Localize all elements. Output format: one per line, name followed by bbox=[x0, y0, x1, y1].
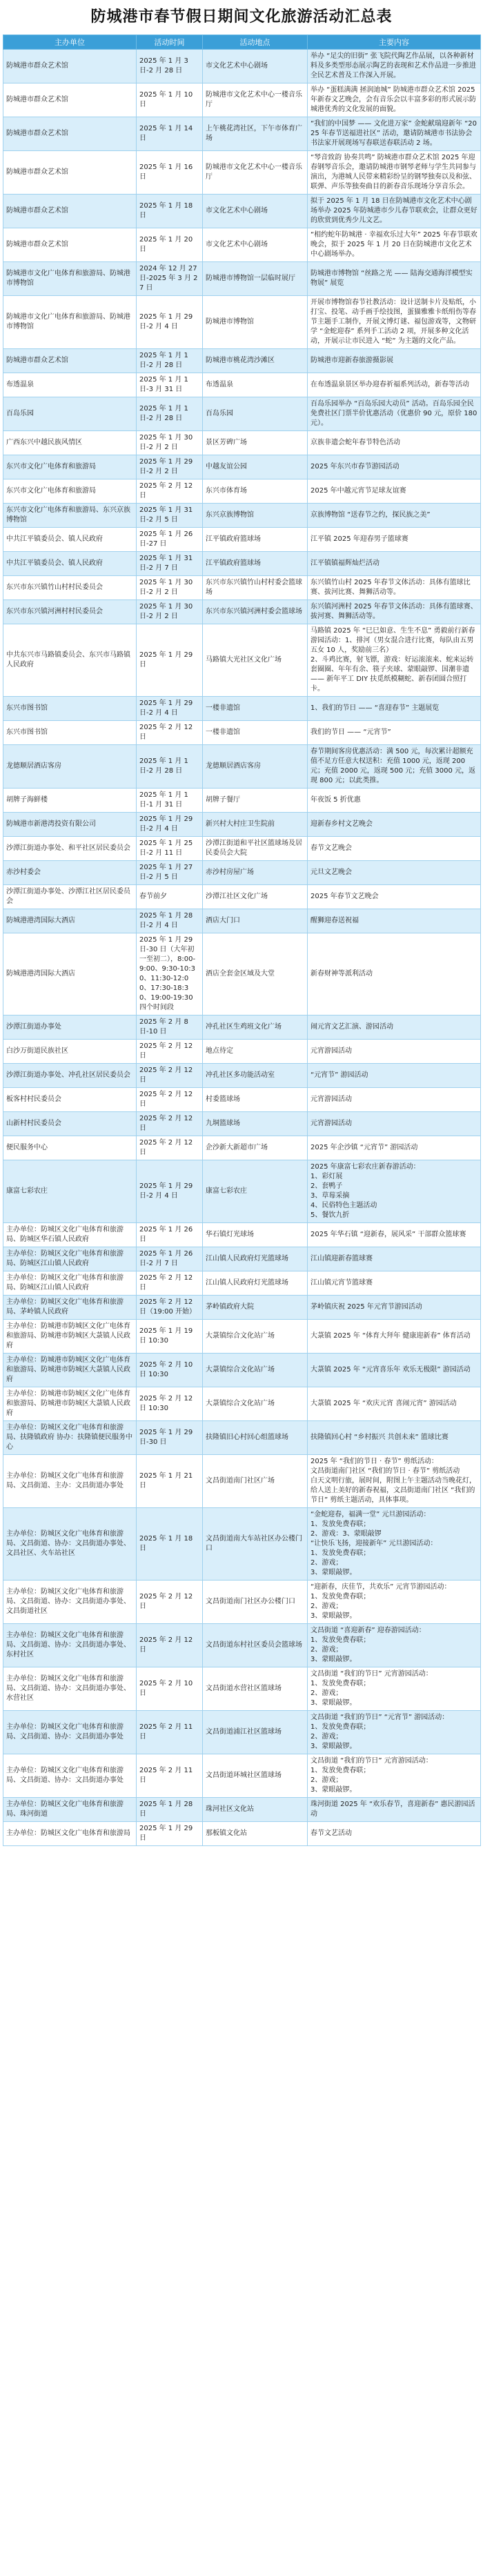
cell-organizer: 主办单位：防城区文化广电体育和旅游局、文昌街道、主办：文昌街道办事处 bbox=[3, 1455, 137, 1508]
table-row bbox=[3, 552, 481, 576]
table-row bbox=[3, 528, 481, 552]
cell-time: 2025 年 2 月 12 日 bbox=[137, 479, 203, 504]
table-row bbox=[3, 1088, 481, 1112]
cell-organizer: 中共江平镇委员会、镇人民政府 bbox=[3, 528, 137, 552]
cell-details: 1、我们的节日 —— “喜迎春节” 主题展览 bbox=[308, 697, 481, 721]
table-row bbox=[3, 83, 481, 117]
table-row bbox=[3, 933, 481, 1015]
cell-details: 东兴镇竹山村 2025 年春节文体活动：具体有篮球比赛、拔河比赛、舞狮活动等。 bbox=[308, 576, 481, 600]
cell-details: 2025 年企沙镇 “元宵节” 游园活动 bbox=[308, 1136, 481, 1160]
cell-place: 东兴市东兴镇河洲村委会篮球场 bbox=[203, 600, 308, 624]
table-row bbox=[3, 1136, 481, 1160]
cell-details: 茅岭镇庆祝 2025 年元宵节游园活动 bbox=[308, 1296, 481, 1320]
cell-place: 文昌街道环城社区篮球场 bbox=[203, 1754, 308, 1798]
cell-time: 2025 年 2 月 11 日 bbox=[137, 1711, 203, 1754]
table-row bbox=[3, 1508, 481, 1581]
cell-details: 防城港市迎新春旅游摄影展 bbox=[308, 349, 481, 373]
table-row bbox=[3, 909, 481, 933]
cell-details: “我们的中国梦 —— 文化进万家” 金蛇献瑞迎新年 “2025 年春节送福进社区” 活动，邀请防城港市书法协会书法家开展现场写春联送春联活动 2 场。 bbox=[308, 117, 481, 151]
cell-place: 市文化艺术中心剧场 bbox=[203, 50, 308, 83]
cell-place: 大菉镇综合文化站广场 bbox=[203, 1354, 308, 1387]
cell-place: 文昌街道水营社区篮球场 bbox=[203, 1667, 308, 1711]
table-row bbox=[3, 1798, 481, 1822]
table-row bbox=[3, 600, 481, 624]
cell-details: 举办 “蛋糕满满 拯润迪城” 防城港市群众艺术馆 2025 年新春文艺晚会，会有音乐会以丰富多彩的形式展示防城港优秀的文化发展的面貌。 bbox=[308, 83, 481, 117]
cell-place: 江山镇人民政府灯光篮球场 bbox=[203, 1271, 308, 1296]
cell-details: 开展市博物馆春节社教活动：设计送制卡片及贴纸，小打宝、投笔、动手画手绘技图，蛋猫雅雅卡纸绢伤等春节主题手工制作，开展文博灯谜、福包游戏等，文物研学 “金蛇迎春” 系列手工活动 2 项，开展多种文化活动，开展示让市民进入 “蛇” 为主题的文化产品。 bbox=[308, 296, 481, 349]
cell-time: 2025 年 1 月 1 日-2 月 28 日 bbox=[137, 349, 203, 373]
cell-place: 东兴市体育场 bbox=[203, 479, 308, 504]
table-row bbox=[3, 431, 481, 455]
cell-place: 文昌街道南大车站社区办公楼门口 bbox=[203, 1508, 308, 1581]
cell-place: 防城港市博物馆一层临时展厅 bbox=[203, 262, 308, 296]
table-row bbox=[3, 789, 481, 813]
cell-organizer: 主办单位：防城区文化广电体育和旅游局、文昌街道、协办：文昌街道办事处 bbox=[3, 1754, 137, 1798]
cell-organizer: 白沙万街道民族社区 bbox=[3, 1040, 137, 1064]
cell-organizer: 主办单位：防城区文化广电体育和旅游局、文昌街道、协办：文昌街道办事处 bbox=[3, 1711, 137, 1754]
table-row bbox=[3, 1064, 481, 1088]
header-time: 活动时间 bbox=[137, 35, 203, 50]
cell-organizer: 东兴市文化广电体育和旅游局 bbox=[3, 479, 137, 504]
cell-organizer: 防城港市群众艺术馆 bbox=[3, 50, 137, 83]
table-row bbox=[3, 1667, 481, 1711]
cell-place: 扶隆镇旧心村回心组篮球场 bbox=[203, 1421, 308, 1455]
cell-time: 2025 年 2 月 12 日 bbox=[137, 1040, 203, 1064]
cell-place: 冲孔社区生鸡班文化广场 bbox=[203, 1015, 308, 1040]
cell-time: 春节前夕 bbox=[137, 885, 203, 909]
cell-details: 举办 “足尖的旧街” 张飞院代陶艺作品展，以各种新材料及多类型形态展示陶艺的表现和艺术作品进一步推进全民艺术普及工作深入开展。 bbox=[308, 50, 481, 83]
cell-details: 扶隆镇回心村 “乡村振兴 共创未来” 篮球比赛 bbox=[308, 1421, 481, 1455]
cell-time: 2025 年 1 月 19 日 10:30 bbox=[137, 1320, 203, 1354]
cell-place: 康富七彩农庄 bbox=[203, 1160, 308, 1223]
cell-details: 文昌街道 “我们的节日” “元宵节” 游园活动： 1、发放免费春联； 2、游戏； 3、蒙眼敲锣。 bbox=[308, 1711, 481, 1754]
cell-time: 2025 年 1 月 30 日-2 月 2 日 bbox=[137, 600, 203, 624]
cell-details: 元宵游园活动 bbox=[308, 1088, 481, 1112]
cell-time: 2025 年 1 月 29 日-2 月 4 日 bbox=[137, 813, 203, 837]
cell-details: 2025 年春节文艺晚会 bbox=[308, 885, 481, 909]
cell-place: 大菉镇综合文化站广场 bbox=[203, 1320, 308, 1354]
cell-organizer: 胡牌子海鲜楼 bbox=[3, 789, 137, 813]
cell-details: 马路镇 2025 年 “巳巳如意、生生不息” 勇毅前行新春游园活动：1、排河（男女混合进行比赛，每队由五男五女 10 人，奖励前三名） 2、斗鸡比赛，射飞镖，游戏：好运滚滚来、蛇来运转 套圈圈、年年有余、筷子夹球、蒙眼敲锣、国潮非遗 —— 新年平工 DIY 扶觅纸模糊蛇、新春团圆合照打卡。 bbox=[308, 624, 481, 697]
cell-time: 2025 年 1 月 27 日-2 月 5 日 bbox=[137, 861, 203, 885]
cell-time: 2025 年 1 月 29 日-2 月 4 日 bbox=[137, 296, 203, 349]
table-row bbox=[3, 1160, 481, 1223]
cell-place: 赤沙村房屋广场 bbox=[203, 861, 308, 885]
table-row bbox=[3, 195, 481, 228]
cell-time: 2025 年 1 月 29 日-30 日 bbox=[137, 1421, 203, 1455]
cell-details: “元宵节” 游园活动 bbox=[308, 1064, 481, 1088]
cell-time: 2025 年 1 月 29 日 bbox=[137, 624, 203, 697]
cell-details: 迎新春乡村文艺晚会 bbox=[308, 813, 481, 837]
cell-organizer: 东兴市图书馆 bbox=[3, 697, 137, 721]
table-header bbox=[3, 35, 481, 50]
table-row bbox=[3, 117, 481, 151]
cell-organizer: 赤沙村委会 bbox=[3, 861, 137, 885]
cell-time: 2025 年 2 月 12 日 bbox=[137, 721, 203, 745]
cell-place: 东兴京族博物馆 bbox=[203, 504, 308, 528]
cell-details: 东兴镇河洲村 2025 年春节文体活动：具体有篮球赛、拔河赛、舞狮活动等。 bbox=[308, 600, 481, 624]
cell-details: 珠河街道 2025 年 “欢乐春节，喜迎新春” 惠民游园活动 bbox=[308, 1798, 481, 1822]
table-row bbox=[3, 1455, 481, 1508]
cell-organizer: 中共东兴市马路镇委员会、东兴市马路镇人民政府 bbox=[3, 624, 137, 697]
cell-place: 企沙新大新超市广场 bbox=[203, 1136, 308, 1160]
cell-organizer: 主办单位：防城区文化广电体育和旅游局、珠河街道 bbox=[3, 1798, 137, 1822]
cell-organizer: 东兴市图书馆 bbox=[3, 721, 137, 745]
cell-details: “琴音致韵 协奏共鸣” 防城港市群众艺术馆 2025 年迎春钢琴音乐会，邀请防城港市钢琴老师与学生共同参与演出，为港城人民带来精彩纷呈的钢琴独奏以及和弦、联弹、声乐等独奏曲目的新春音乐现场分享音乐会。 bbox=[308, 151, 481, 195]
cell-organizer: 防城港市群众艺术馆 bbox=[3, 117, 137, 151]
cell-place: 沙潭江街道和平社区篮球场及居民委员会大院 bbox=[203, 837, 308, 861]
cell-organizer: 龙德顺居酒店客房 bbox=[3, 745, 137, 789]
table-row bbox=[3, 1296, 481, 1320]
table-row bbox=[3, 1354, 481, 1387]
cell-place: 珠河社区文化站 bbox=[203, 1798, 308, 1822]
cell-time: 2025 年 1 月 29 日 bbox=[137, 1822, 203, 1846]
cell-details: 年夜饭 5 折优惠 bbox=[308, 789, 481, 813]
cell-details: 京族博物馆 “送春节之约，探民族之美” bbox=[308, 504, 481, 528]
cell-place: 一楼非遗馆 bbox=[203, 721, 308, 745]
cell-time: 2025 年 1 月 29 日-2 月 4 日 bbox=[137, 697, 203, 721]
cell-time: 2025 年 1 月 1 日-3 月 31 日 bbox=[137, 373, 203, 397]
cell-details: 2025 年康富七彩农庄新春游活动： 1、彩灯展 2、套鸭子 3、草莓采摘 4、民俗特色主题活动 5、餐饮九折 bbox=[308, 1160, 481, 1223]
cell-place: 那板镇文化站 bbox=[203, 1822, 308, 1846]
activity-table bbox=[3, 34, 481, 1846]
cell-time: 2025 年 1 月 31 日-2 月 7 日 bbox=[137, 552, 203, 576]
cell-time: 2025 年 1 月 18 日 bbox=[137, 1508, 203, 1581]
table-row bbox=[3, 504, 481, 528]
cell-place: 华石镇灯光球场 bbox=[203, 1223, 308, 1247]
cell-organizer: 防城港港湾国际大酒店 bbox=[3, 933, 137, 1015]
cell-time: 2025 年 1 月 10 日 bbox=[137, 83, 203, 117]
cell-place: 胡牌子餐厅 bbox=[203, 789, 308, 813]
cell-organizer: 沙潭江街道办事处、冲孔社区居民委员会 bbox=[3, 1064, 137, 1088]
table-row bbox=[3, 397, 481, 431]
cell-place: 九垌篮球场 bbox=[203, 1112, 308, 1136]
cell-place: 村委篮球场 bbox=[203, 1088, 308, 1112]
cell-place: 防城港市文化艺术中心一楼音乐厅 bbox=[203, 151, 308, 195]
table-row bbox=[3, 1624, 481, 1667]
cell-organizer: 主办单位：防城区文化广电体育和旅游局、防城区江山镇人民政府 bbox=[3, 1247, 137, 1271]
cell-details: 大菉镇 2025 年 “欢庆元宵 喜闹元宵” 游园活动 bbox=[308, 1387, 481, 1421]
cell-details: 大菉镇 2025 年 “元宵喜乐年 欢乐无极限” 游园活动 bbox=[308, 1354, 481, 1387]
table-row bbox=[3, 373, 481, 397]
cell-organizer: 东兴市文化广电体育和旅游局 bbox=[3, 455, 137, 479]
cell-time: 2025 年 1 月 29 日-30 日（大年初一至初二），8:00-9:00、9:30-10:30、11:30-12:00、17:30-18:30、19:00-19:30 四个时间段 bbox=[137, 933, 203, 1015]
cell-organizer: 板客村村民委员会 bbox=[3, 1088, 137, 1112]
cell-time: 2025 年 1 月 28 日-2 月 4 日 bbox=[137, 909, 203, 933]
cell-organizer: 沙潭江街道办事处、沙潭江社区居民委员会 bbox=[3, 885, 137, 909]
cell-time: 2025 年 2 月 12 日 bbox=[137, 1581, 203, 1624]
table-row bbox=[3, 50, 481, 83]
cell-details: 在布透温泉景区举办迎春祈福系列活动，新春等活动 bbox=[308, 373, 481, 397]
cell-place: 茅岭镇政府大院 bbox=[203, 1296, 308, 1320]
cell-organizer: 东兴市文化广电体育和旅游局、东兴京族博物馆 bbox=[3, 504, 137, 528]
cell-details: 元宵游园活动 bbox=[308, 1112, 481, 1136]
cell-organizer: 中共江平镇委员会、镇人民政府 bbox=[3, 552, 137, 576]
header-details: 主要内容 bbox=[308, 35, 481, 50]
table-row bbox=[3, 1320, 481, 1354]
cell-place: 马路镇大光社区文化广场 bbox=[203, 624, 308, 697]
cell-organizer: 主办单位：防城区文化广电体育和旅游局、文昌街道、协办：文昌街道办事处、东村社区 bbox=[3, 1624, 137, 1667]
table-row bbox=[3, 697, 481, 721]
cell-details: 京族非遗会蛇年春节特色活动 bbox=[308, 431, 481, 455]
cell-place: 上午桃花湾社区，下午市体育广场 bbox=[203, 117, 308, 151]
cell-organizer: 主办单位：防城港市防城区文化广电体育和旅游局、防城港市防城区大菉镇人民政府 bbox=[3, 1387, 137, 1421]
cell-organizer: 康富七彩农庄 bbox=[3, 1160, 137, 1223]
cell-time: 2025 年 2 月 10 日 10:30 bbox=[137, 1354, 203, 1387]
cell-place: 防城港市桃花湾沙滩区 bbox=[203, 349, 308, 373]
cell-place: 文昌街道南门社区广场 bbox=[203, 1455, 308, 1508]
table-row bbox=[3, 1822, 481, 1846]
table-row bbox=[3, 349, 481, 373]
cell-organizer: 沙潭江街道办事处 bbox=[3, 1015, 137, 1040]
cell-time: 2025 年 1 月 31 日-2 月 5 日 bbox=[137, 504, 203, 528]
cell-details: 元宵游园活动 bbox=[308, 1040, 481, 1064]
cell-details: 文昌街道 “我们的节日” 元宵游园活动： 1、发放免费春联； 2、游戏； 3、蒙眼敲锣。 bbox=[308, 1667, 481, 1711]
cell-organizer: 主办单位：防城港市防城区文化广电体育和旅游局、防城港市防城区大菉镇人民政府 bbox=[3, 1354, 137, 1387]
header-row bbox=[3, 35, 481, 50]
table-body bbox=[3, 50, 481, 1846]
cell-time: 2025 年 1 月 16 日 bbox=[137, 151, 203, 195]
cell-details: 春节文艺晚会 bbox=[308, 837, 481, 861]
cell-time: 2025 年 2 月 12 日 bbox=[137, 1112, 203, 1136]
table-row bbox=[3, 1387, 481, 1421]
table-row bbox=[3, 885, 481, 909]
cell-place: 酒店全套金区域及大堂 bbox=[203, 933, 308, 1015]
cell-place: 酒店大门口 bbox=[203, 909, 308, 933]
cell-details: 江平镇镇福辉灿烂活动 bbox=[308, 552, 481, 576]
cell-place: 冲孔社区多功能活动室 bbox=[203, 1064, 308, 1088]
cell-organizer: 百岛乐园 bbox=[3, 397, 137, 431]
cell-time: 2025 年 1 月 30 日-2 月 2 日 bbox=[137, 431, 203, 455]
cell-place: 东兴市东兴镇竹山村村委会篮球场 bbox=[203, 576, 308, 600]
table-row bbox=[3, 1112, 481, 1136]
cell-time: 2025 年 2 月 11 日 bbox=[137, 1754, 203, 1798]
cell-organizer: 防城港市群众艺术馆 bbox=[3, 228, 137, 262]
header-place: 活动地点 bbox=[203, 35, 308, 50]
cell-time: 2025 年 2 月 12 日（19:00 开始） bbox=[137, 1296, 203, 1320]
table-row bbox=[3, 576, 481, 600]
cell-details: 元旦文艺晚会 bbox=[308, 861, 481, 885]
cell-time: 2025 年 1 月 26 日 bbox=[137, 1223, 203, 1247]
table-row bbox=[3, 1015, 481, 1040]
cell-time: 2025 年 1 月 29 日-2 月 2 日 bbox=[137, 455, 203, 479]
cell-organizer: 主办单位：防城区文化广电体育和旅游局、扶隆镇政府 协办：扶隆镇便民服务中心 bbox=[3, 1421, 137, 1455]
cell-organizer: 主办单位：防城区文化广电体育和旅游局 bbox=[3, 1822, 137, 1846]
cell-time: 2025 年 1 月 26 日-2 月 7 日 bbox=[137, 1247, 203, 1271]
cell-organizer: 主办单位：防城区文化广电体育和旅游局、文昌街道、协办：文昌街道办事处、文昌街道社区 bbox=[3, 1581, 137, 1624]
cell-organizer: 主办单位：防城区文化广电体育和旅游局、防城区华石镇人民政府 bbox=[3, 1223, 137, 1247]
table-row bbox=[3, 1421, 481, 1455]
cell-time: 2025 年 1 月 14 日 bbox=[137, 117, 203, 151]
cell-organizer: 主办单位：防城港市防城区文化广电体育和旅游局、防城港市防城区大菉镇人民政府 bbox=[3, 1320, 137, 1354]
header-organizer: 主办单位 bbox=[3, 35, 137, 50]
cell-place: 市文化艺术中心剧场 bbox=[203, 195, 308, 228]
cell-time: 2025 年 2 月 12 日 bbox=[137, 1271, 203, 1296]
cell-organizer: 沙潭江街道办事处、和平社区居民委员会 bbox=[3, 837, 137, 861]
cell-time: 2025 年 1 月 3 日-2 月 28 日 bbox=[137, 50, 203, 83]
cell-details: 闹元宵文艺汇演、游园活动 bbox=[308, 1015, 481, 1040]
cell-place: 文昌街道南门社区办公楼门口 bbox=[203, 1581, 308, 1624]
cell-organizer: 便民服务中心 bbox=[3, 1136, 137, 1160]
table-row bbox=[3, 228, 481, 262]
cell-organizer: 东兴市东兴镇竹山村村民委员会 bbox=[3, 576, 137, 600]
cell-organizer: 防城港市文化广电体育和旅游局、防城港市博物馆 bbox=[3, 262, 137, 296]
cell-organizer: 主办单位：防城区文化广电体育和旅游局、文昌街道、协办：文昌街道办事处、水营社区 bbox=[3, 1667, 137, 1711]
cell-place: 文昌街道浦江社区篮球场 bbox=[203, 1711, 308, 1754]
cell-place: 一楼非遗馆 bbox=[203, 697, 308, 721]
cell-time: 2025 年 2 月 8 日-10 日 bbox=[137, 1015, 203, 1040]
cell-place: 新兴村大村庄卫生院前 bbox=[203, 813, 308, 837]
table-row bbox=[3, 296, 481, 349]
cell-time: 2025 年 1 月 1 日-2 月 28 日 bbox=[137, 745, 203, 789]
cell-time: 2025 年 1 月 18 日 bbox=[137, 195, 203, 228]
cell-place: 龙德顺居酒店客房 bbox=[203, 745, 308, 789]
cell-details: 防城港市博物馆 “丝路之光 —— 陆海交通海洋模型实物展” 展览 bbox=[308, 262, 481, 296]
cell-organizer: 广西东兴中越民族风情区 bbox=[3, 431, 137, 455]
cell-details: 大菉镇 2025 年 “体育大拜年 健康迎新春” 体育活动 bbox=[308, 1320, 481, 1354]
cell-time: 2025 年 1 月 28 日 bbox=[137, 1798, 203, 1822]
cell-time: 2025 年 2 月 12 日 bbox=[137, 1088, 203, 1112]
table-row bbox=[3, 1247, 481, 1271]
cell-organizer: 防城港市群众艺术馆 bbox=[3, 195, 137, 228]
table-row bbox=[3, 1223, 481, 1247]
cell-time: 2025 年 1 月 21 日 bbox=[137, 1455, 203, 1508]
cell-details: 文昌街道 “我们的节日” 元宵游园活动： 1、发放免费春联； 2、游戏； 3、蒙眼敲锣。 bbox=[308, 1754, 481, 1798]
cell-organizer: 布透温泉 bbox=[3, 373, 137, 397]
table-row bbox=[3, 861, 481, 885]
cell-place: 景区芳碑广场 bbox=[203, 431, 308, 455]
table-row bbox=[3, 721, 481, 745]
cell-details: 春节期间客房优惠活动：满 500 元，每次累计超额充值不足方任意大权送积：充值 1000 元，返现 200 元；充值 2000 元，返现 500 元；充值 3000 元，返现 800 元；以此类推。 bbox=[308, 745, 481, 789]
cell-place: 地点待定 bbox=[203, 1040, 308, 1064]
table-row bbox=[3, 1711, 481, 1754]
cell-details: 百岛乐园举办 “百岛乐园大动员” 活动。百岛乐园全民免费社区门票半价优惠活动（优惠价 90 元，原价 180 元）。 bbox=[308, 397, 481, 431]
cell-details: “相约蛇年防城港 · 幸福欢乐过大年” 2025 年春节联欢晚会，拟于 2025 年 1 月 20 日在防城港市文化艺术中心剧场举办。 bbox=[308, 228, 481, 262]
cell-details: 春节文艺活动 bbox=[308, 1822, 481, 1846]
cell-organizer: 东兴市东兴镇河洲村村民委员会 bbox=[3, 600, 137, 624]
cell-time: 2025 年 1 月 26 日-27 日 bbox=[137, 528, 203, 552]
cell-place: 文昌街道东村社区委员会篮球场 bbox=[203, 1624, 308, 1667]
cell-organizer: 防城港市文化广电体育和旅游局、防城港市博物馆 bbox=[3, 296, 137, 349]
cell-time: 2025 年 2 月 12 日 bbox=[137, 1624, 203, 1667]
cell-place: 布透温泉 bbox=[203, 373, 308, 397]
table-row bbox=[3, 624, 481, 697]
cell-details: 江山镇迎新春篮球赛 bbox=[308, 1247, 481, 1271]
cell-time: 2025 年 2 月 10 日 bbox=[137, 1667, 203, 1711]
cell-time: 2025 年 1 月 30 日-2 月 2 日 bbox=[137, 576, 203, 600]
cell-time: 2025 年 2 月 12 日 bbox=[137, 1064, 203, 1088]
cell-details: 醒狮迎春送祝福 bbox=[308, 909, 481, 933]
table-row bbox=[3, 262, 481, 296]
cell-place: 大菉镇综合文化站广场 bbox=[203, 1387, 308, 1421]
cell-place: 市文化艺术中心剧场 bbox=[203, 228, 308, 262]
cell-details: 2025 年东兴市春节游园活动 bbox=[308, 455, 481, 479]
cell-organizer: 防城港市群众艺术馆 bbox=[3, 349, 137, 373]
cell-details: 拟于 2025 年 1 月 18 日在防城港市文化艺术中心剧场举办 2025 年防城港市少儿春节联欢会，让群众更好的欣赏到优秀少儿文艺。 bbox=[308, 195, 481, 228]
cell-place: 江平镇政府篮球场 bbox=[203, 552, 308, 576]
cell-place: 沙潭江社区文化广场 bbox=[203, 885, 308, 909]
page-title: 防城港市春节假日期间文化旅游活动汇总表 bbox=[90, 8, 393, 26]
cell-organizer: 山新村村民委员会 bbox=[3, 1112, 137, 1136]
cell-organizer: 主办单位：防城区文化广电体育和旅游局、防城区江山镇人民政府 bbox=[3, 1271, 137, 1296]
cell-details: 江山镇元宵节篮球赛 bbox=[308, 1271, 481, 1296]
cell-organizer: 主办单位：防城区文化广电体育和旅游局、文昌街道、协办：文昌街道办事处、文昌社区、火车站社区 bbox=[3, 1508, 137, 1581]
cell-time: 2025 年 1 月 25 日-2 月 11 日 bbox=[137, 837, 203, 861]
cell-details: 江平镇 2025 年迎春男子篮球赛 bbox=[308, 528, 481, 552]
cell-details: 2025 年 “我们的节日 · 春节” 剪纸活动： 文昌街道南门社区 “我们的节日 · 春节” 剪纸活动 白天文明行旅，展时间，附图上午主题活动当晚花灯，给人送上美好的新春祝福，文昌街道南门社区 “我们的节日” 剪纸主题活动，具体事项。 bbox=[308, 1455, 481, 1508]
table-row bbox=[3, 479, 481, 504]
cell-time: 2025 年 2 月 12 日 10:30 bbox=[137, 1387, 203, 1421]
table-row bbox=[3, 1754, 481, 1798]
cell-details: 2025 年华石镇 “迎新春，展风采” 干部群众篮球赛 bbox=[308, 1223, 481, 1247]
cell-time: 2025 年 1 月 29 日-2 月 4 日 bbox=[137, 1160, 203, 1223]
cell-time: 2025 年 2 月 12 日 bbox=[137, 1136, 203, 1160]
cell-organizer: 防城港市新港湾投资有限公司 bbox=[3, 813, 137, 837]
table-row bbox=[3, 1040, 481, 1064]
cell-details: “金蛇迎春，福满一堂” 元旦游园活动： 1、发放免费春联； 2、游戏：3、蒙眼敲锣 “让快乐飞扬，迎接新年” 元旦游园活动： 1、发放免费春联； 2、游戏； 3、蒙眼敲锣。 bbox=[308, 1508, 481, 1581]
cell-details: 新春财神等派利活动 bbox=[308, 933, 481, 1015]
table-row bbox=[3, 455, 481, 479]
cell-place: 江平镇政府篮球场 bbox=[203, 528, 308, 552]
table-row bbox=[3, 745, 481, 789]
cell-time: 2024 年 12 月 27 日-2025 年 3 月 27 日 bbox=[137, 262, 203, 296]
cell-details: 文昌街道 “喜迎新春” 迎春游园活动： 1、发放免费春联； 2、游戏； 3、蒙眼敲锣。 bbox=[308, 1624, 481, 1667]
cell-time: 2025 年 1 月 20 日 bbox=[137, 228, 203, 262]
cell-place: 百岛乐园 bbox=[203, 397, 308, 431]
table-row bbox=[3, 151, 481, 195]
cell-organizer: 防城港市群众艺术馆 bbox=[3, 83, 137, 117]
table-row bbox=[3, 837, 481, 861]
cell-place: 防城港市文化艺术中心一楼音乐厅 bbox=[203, 83, 308, 117]
cell-details: “迎新春，庆佳节，共欢乐” 元宵节游园活动： 1、发放免费春联； 2、游戏； 3、蒙眼敲锣。 bbox=[308, 1581, 481, 1624]
cell-time: 2025 年 1 月 1 日-1 月 31 日 bbox=[137, 789, 203, 813]
cell-place: 防城港市博物馆 bbox=[203, 296, 308, 349]
cell-organizer: 防城港港湾国际大酒店 bbox=[3, 909, 137, 933]
cell-details: 2025 年中越元宵节足球友谊赛 bbox=[308, 479, 481, 504]
table-row bbox=[3, 1271, 481, 1296]
cell-time: 2025 年 1 月 1 日-2 月 28 日 bbox=[137, 397, 203, 431]
cell-organizer: 主办单位：防城区文化广电体育和旅游局、茅岭镇人民政府 bbox=[3, 1296, 137, 1320]
cell-details: 我们的节日 —— “元宵节” bbox=[308, 721, 481, 745]
cell-organizer: 防城港市群众艺术馆 bbox=[3, 151, 137, 195]
table-row bbox=[3, 813, 481, 837]
table-row bbox=[3, 1581, 481, 1624]
cell-place: 江山镇人民政府灯光篮球场 bbox=[203, 1247, 308, 1271]
cell-place: 中越友谊公园 bbox=[203, 455, 308, 479]
